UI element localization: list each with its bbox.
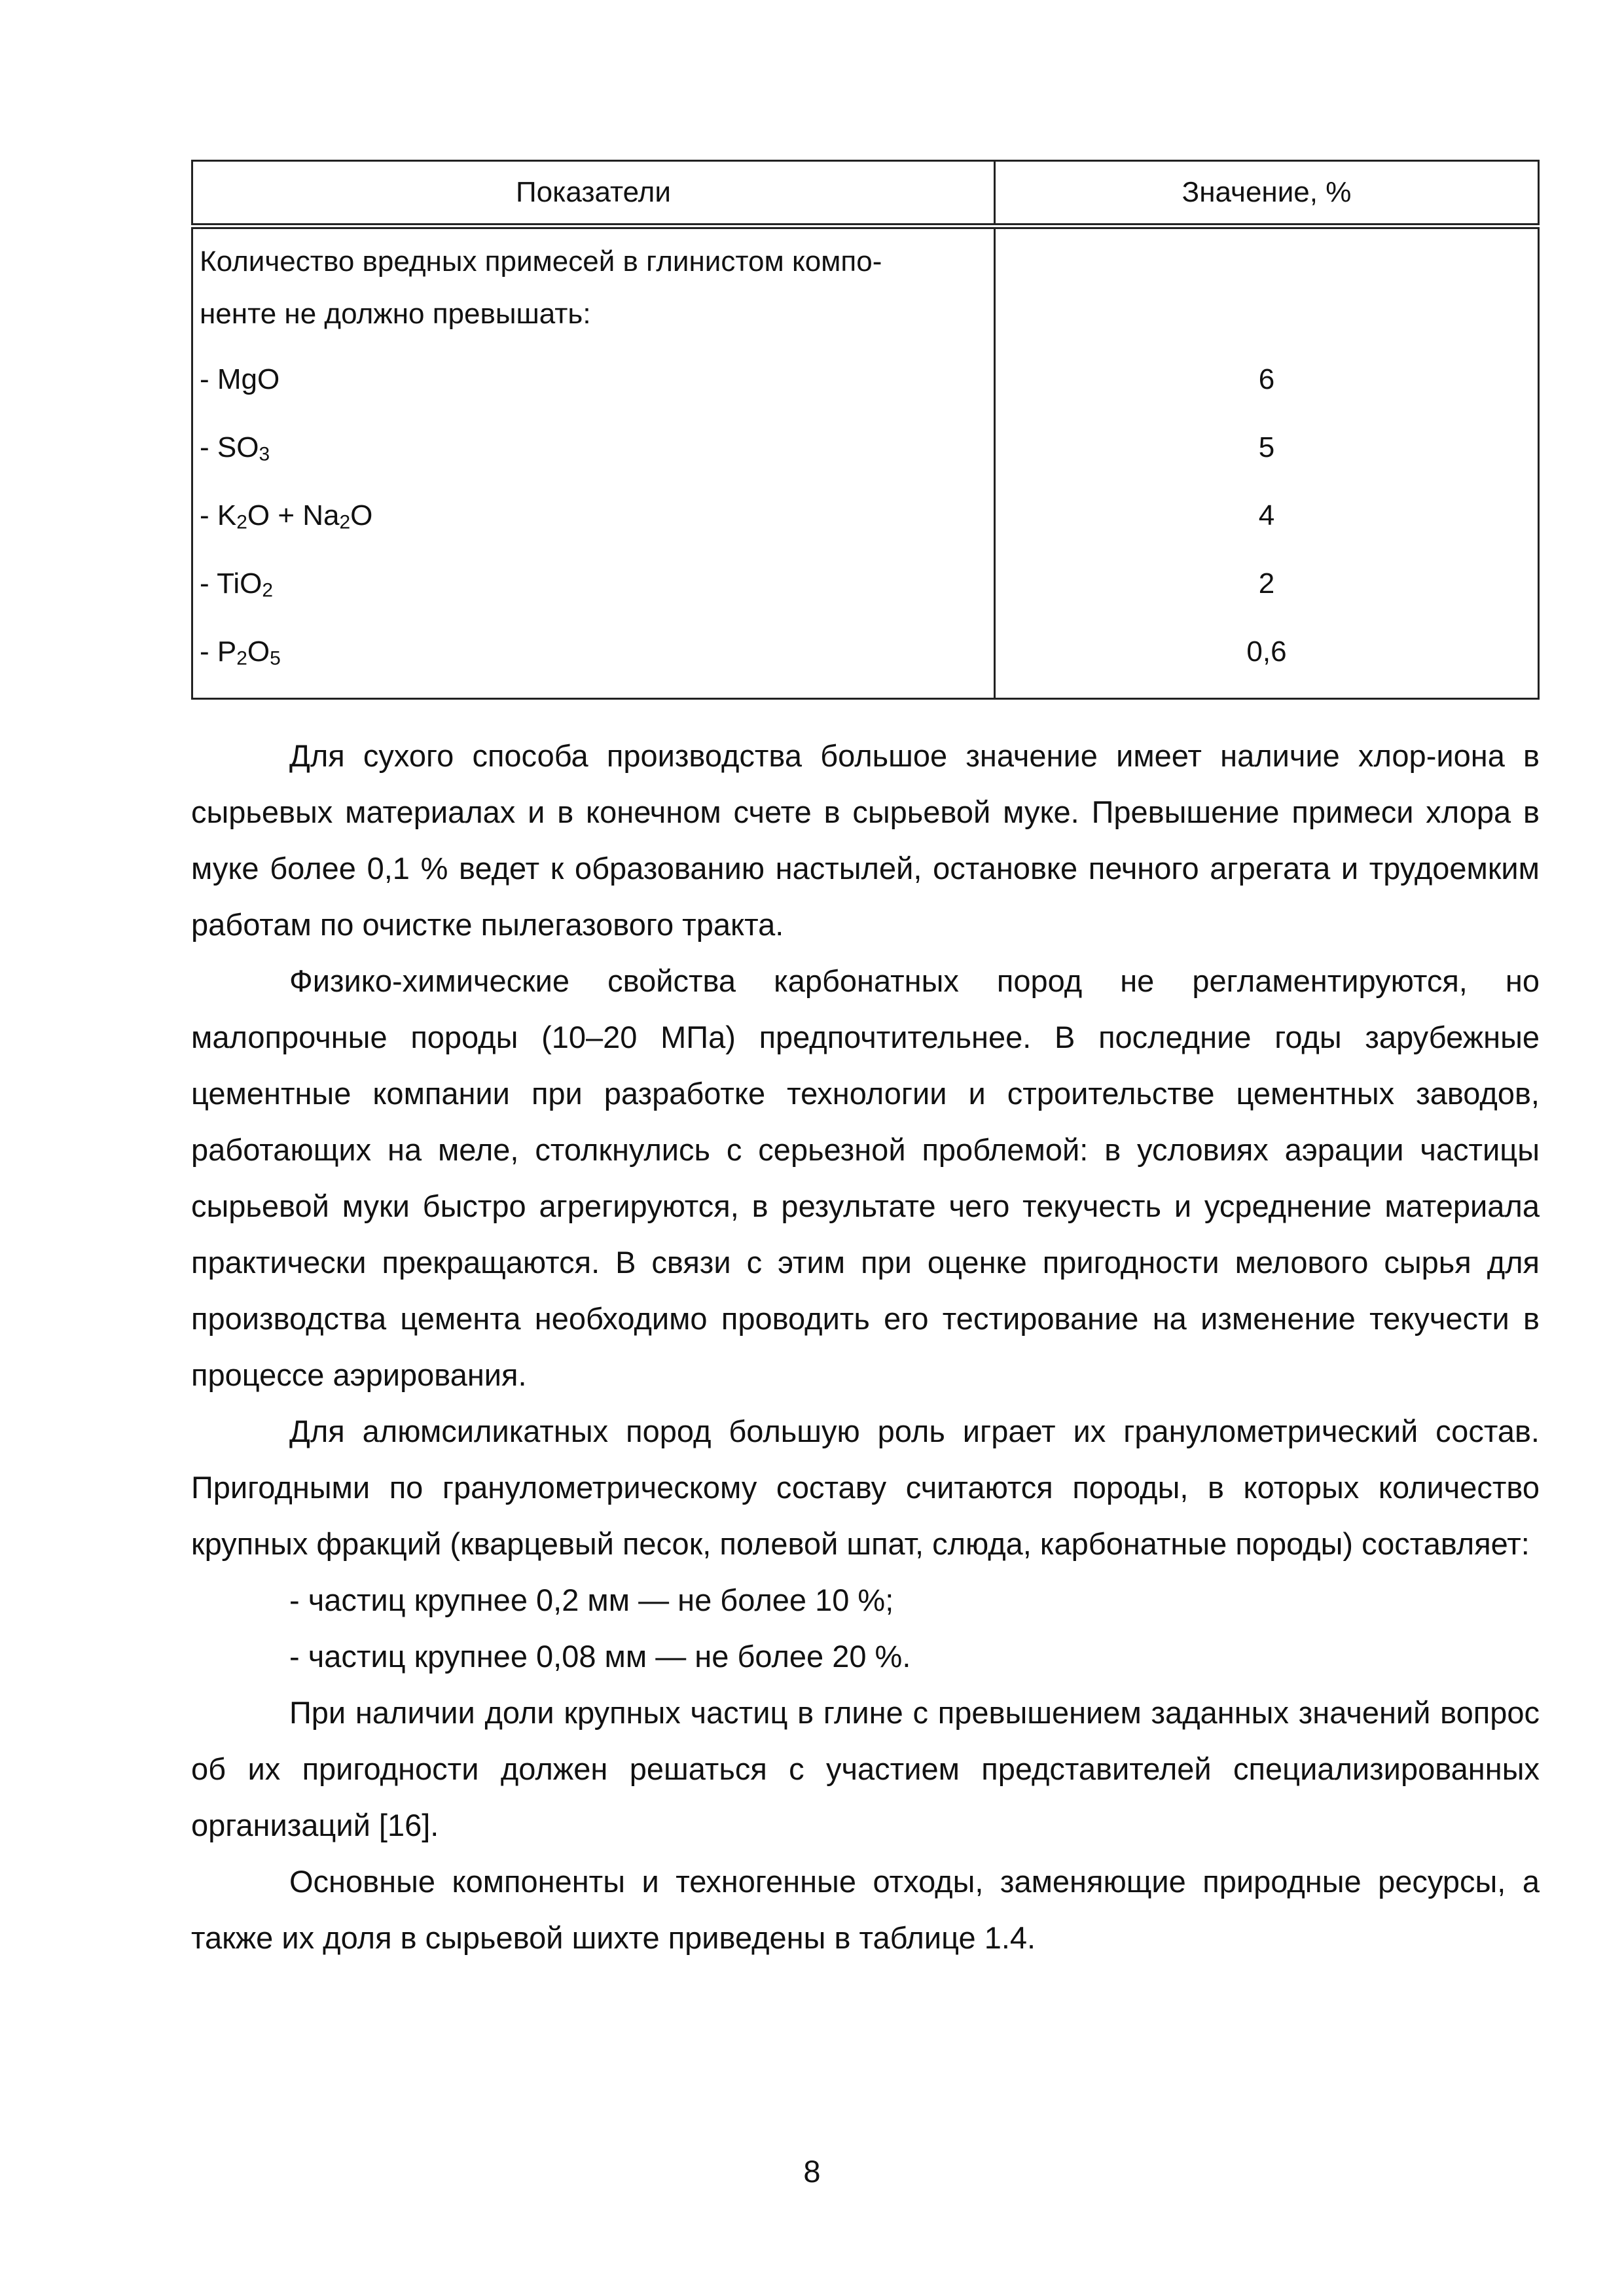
indicator-list	[200, 346, 987, 686]
indicator-formula: - $P_2O_5$	[200, 636, 281, 670]
indicator-value: 6	[1258, 363, 1275, 395]
value-list	[1002, 346, 1531, 686]
indicator-formula: - $SO_3$	[200, 431, 270, 465]
impurities-table	[191, 160, 1540, 700]
table-header-row	[192, 161, 1539, 226]
indicator-value: 5	[1258, 431, 1275, 463]
paragraph-carbonate: Физико-химические свойства карбонатных пород не регламентируются, но малопрочные породы (10–20 МПа) предпочтительнее. В последние годы зарубежные цементные компании при разработке технологии и строительстве цементных заводов, работающих на меле, столкнулись с серьезной проблемой: в условиях аэрации частицы сырьевой муки быстро агрегируются, в результате чего текучесть и усреднение материала практически прекращаются. В связи с этим при оценке пригодности мелового сырья для производства цемента необходимо проводить его тестирование на изменение текучести в процессе аэрирования.	[191, 963, 1540, 1392]
indicator-formula: - TiO$_2$	[200, 567, 273, 601]
indicator-formula: - $K_2O + Na_2O$	[200, 499, 373, 533]
indicators-cell	[192, 226, 995, 699]
indicator-formula: - MgO	[200, 363, 280, 395]
values-cell	[994, 226, 1538, 699]
indicator-value: 0,6	[1246, 636, 1287, 668]
body-text	[191, 728, 1540, 1966]
list-item-0-2mm: - частиц крупнее 0,2 мм — не более 10 %;	[289, 1583, 894, 1617]
intro-line-1: Количество вредных примесей в глинистом компо-	[200, 245, 882, 278]
list-item-0-08mm: - частиц крупнее 0,08 мм — не более 20 %.	[289, 1639, 911, 1674]
table-body-row	[192, 226, 1539, 699]
table-intro-text	[200, 229, 987, 346]
paragraph-table-reference: Основные компоненты и техногенные отходы, заменяющие природные ресурсы, а также их доля в сырьевой шихте приведены в таблице 1.4.	[191, 1864, 1540, 1955]
intro-line-2: ненте не должно превышать:	[200, 298, 591, 330]
indicator-value: 4	[1258, 499, 1275, 531]
header-indicators: Показатели	[192, 161, 995, 226]
header-value: Значение, %	[994, 161, 1538, 226]
page-number: 8	[803, 2154, 821, 2189]
paragraph-chlorine: Для сухого способа производства большое значение имеет наличие хлор-иона в сырьевых материалах и в конечном счете в сырьевой муке. Превышение примеси хлора в муке более 0,1 % ведет к образованию настылей, остановке печного агрегата и трудоемким работам по очистке пылегазового тракта.	[191, 738, 1540, 942]
paragraph-aluminosilicate: Для алюмсиликатных пород большую роль играет их гранулометрический состав. Пригодными по гранулометрическому составу считаются породы, в которых количество крупных фракций (кварцевый песок, полевой шпат, слюда, карбонатные породы) составляет:	[191, 1414, 1540, 1561]
paragraph-coarse-particles: При наличии доли крупных частиц в глине с превышением заданных значений вопрос об их пригодности должен решаться с участием представителей специализированных организаций [16].	[191, 1695, 1540, 1842]
indicator-value: 2	[1258, 567, 1275, 600]
